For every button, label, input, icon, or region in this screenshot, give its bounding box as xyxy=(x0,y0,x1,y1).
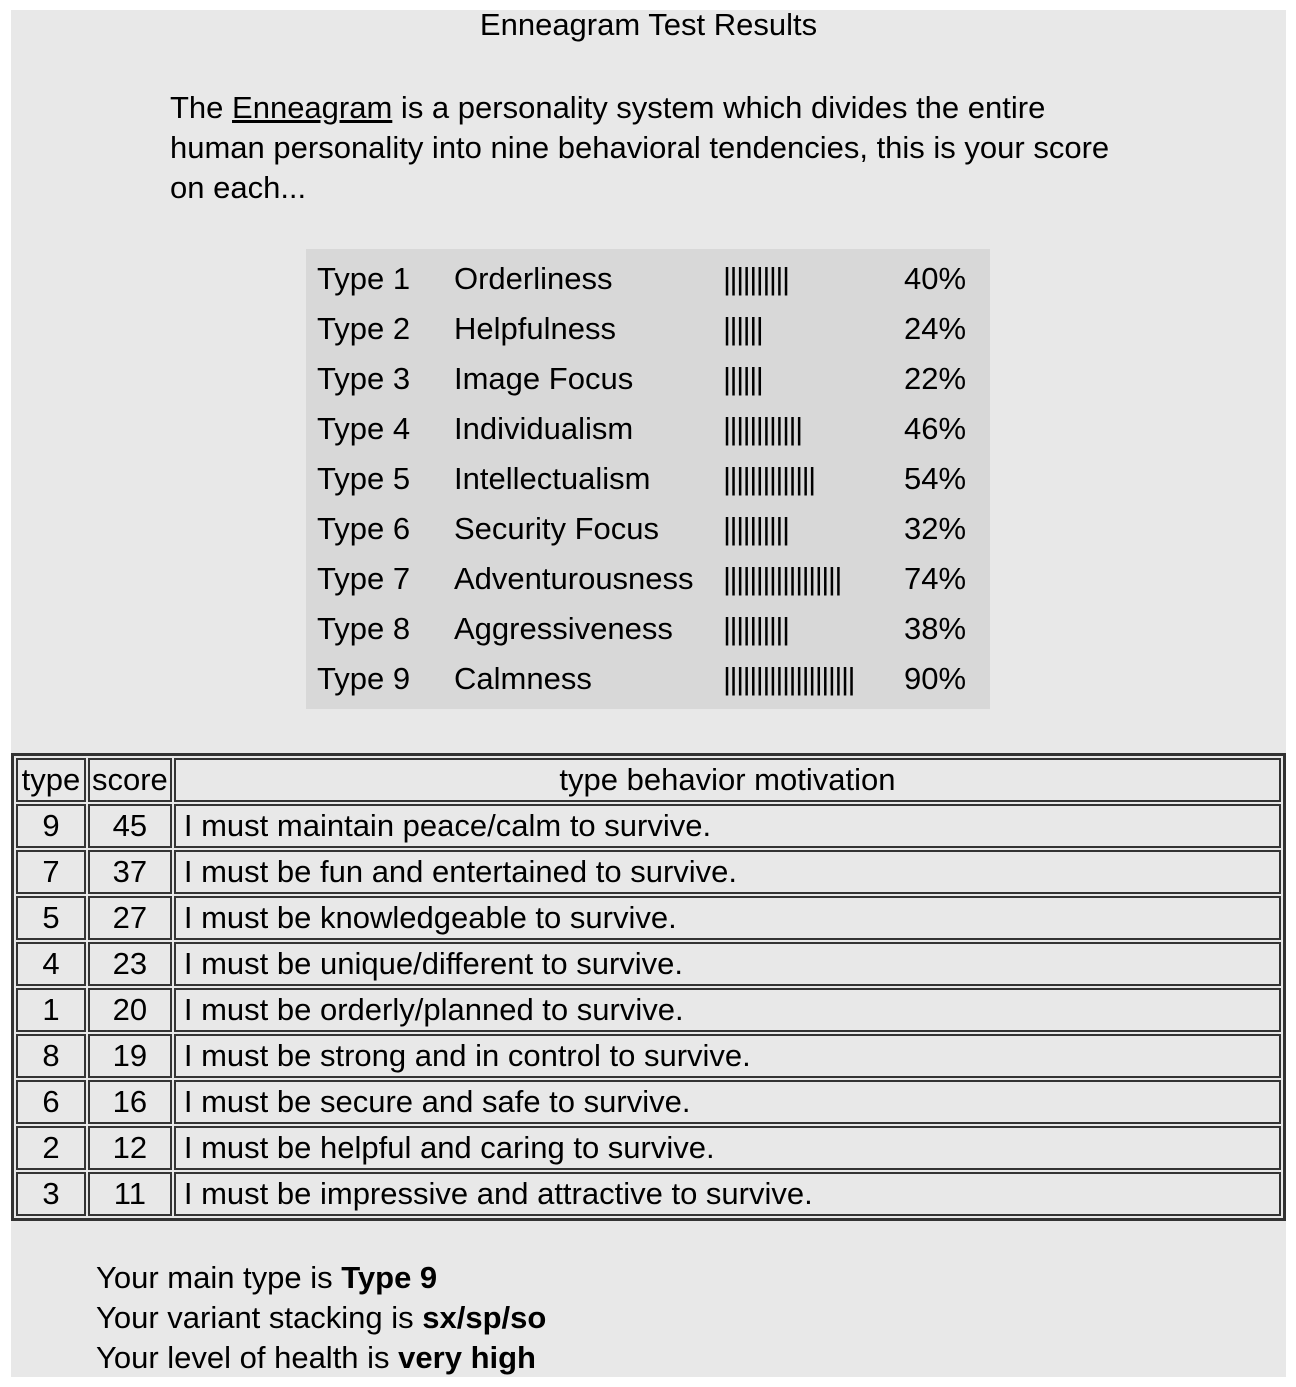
table-row xyxy=(16,1126,1281,1170)
variant-line xyxy=(96,1298,546,1338)
motivation-cell: I must be knowledgeable to survive. xyxy=(174,896,1281,940)
score-bar: |||||| xyxy=(723,311,763,346)
score-trait-name: Intellectualism xyxy=(454,461,651,496)
score-bar: |||||||||| xyxy=(723,261,789,296)
variant-label: Your variant stacking is xyxy=(96,1300,423,1335)
type-cell: 8 xyxy=(16,1034,86,1078)
motivation-table xyxy=(11,753,1286,1221)
header-motivation: type behavior motivation xyxy=(174,758,1281,802)
type-cell: 5 xyxy=(16,896,86,940)
score-percent: 46% xyxy=(904,411,967,446)
header-score: score xyxy=(88,758,172,802)
health-line xyxy=(96,1338,546,1378)
score-row xyxy=(306,554,990,604)
score-trait-name: Calmness xyxy=(454,661,592,696)
intro-text-after: is a personality system which divides the entire human personality into nine behavioral tendencies, this is your score on each... xyxy=(170,90,1110,205)
type-cell: 2 xyxy=(16,1126,86,1170)
score-type-label: Type 1 xyxy=(317,261,411,296)
score-row xyxy=(306,604,990,654)
score-percent: 74% xyxy=(904,561,967,596)
score-trait-name: Image Focus xyxy=(454,361,634,396)
score-cell: 16 xyxy=(88,1080,172,1124)
motivation-cell: I must be unique/different to survive. xyxy=(174,942,1281,986)
results-page xyxy=(11,7,1286,1377)
type-cell: 1 xyxy=(16,988,86,1032)
score-cell: 20 xyxy=(88,988,172,1032)
score-cell: 19 xyxy=(88,1034,172,1078)
score-percent: 90% xyxy=(904,661,967,696)
score-cell: 23 xyxy=(88,942,172,986)
main-type-value: Type 9 xyxy=(341,1260,438,1295)
main-type-line xyxy=(96,1258,546,1298)
score-trait-name: Individualism xyxy=(454,411,634,446)
table-row xyxy=(16,850,1281,894)
motivation-cell: I must be impressive and attractive to survive. xyxy=(174,1172,1281,1216)
table-row xyxy=(16,804,1281,848)
score-cell: 37 xyxy=(88,850,172,894)
score-bar: |||||||||||||| xyxy=(723,461,815,496)
score-type-label: Type 7 xyxy=(317,561,411,596)
score-cell: 45 xyxy=(88,804,172,848)
type-cell: 7 xyxy=(16,850,86,894)
score-trait-name: Security Focus xyxy=(454,511,660,546)
page-title: Enneagram Test Results xyxy=(479,7,818,42)
score-row xyxy=(306,454,990,504)
score-trait-name: Orderliness xyxy=(454,261,613,296)
score-percent: 24% xyxy=(904,311,967,346)
type-cell: 9 xyxy=(16,804,86,848)
table-row xyxy=(16,896,1281,940)
score-type-label: Type 9 xyxy=(317,661,411,696)
score-cell: 12 xyxy=(88,1126,172,1170)
score-trait-name: Helpfulness xyxy=(454,311,616,346)
motivation-cell: I must be strong and in control to survive. xyxy=(174,1034,1281,1078)
motivation-cell: I must be helpful and caring to survive. xyxy=(174,1126,1281,1170)
intro-paragraph xyxy=(170,88,1130,208)
score-type-label: Type 3 xyxy=(317,361,411,396)
enneagram-link[interactable]: Enneagram xyxy=(232,90,393,125)
score-trait-name: Adventurousness xyxy=(454,561,694,596)
score-row xyxy=(306,254,990,304)
health-value: very high xyxy=(398,1340,536,1375)
type-cell: 6 xyxy=(16,1080,86,1124)
variant-value: sx/sp/so xyxy=(422,1300,547,1335)
score-percent: 54% xyxy=(904,461,967,496)
score-row xyxy=(306,654,990,704)
header-type: type xyxy=(16,758,86,802)
table-row xyxy=(16,942,1281,986)
table-header-row xyxy=(16,758,1281,802)
scores-panel xyxy=(306,249,990,709)
health-label: Your level of health is xyxy=(96,1340,399,1375)
score-percent: 40% xyxy=(904,261,967,296)
type-cell: 4 xyxy=(16,942,86,986)
score-row xyxy=(306,304,990,354)
table-row xyxy=(16,1034,1281,1078)
score-cell: 27 xyxy=(88,896,172,940)
score-row xyxy=(306,504,990,554)
score-bar: |||||| xyxy=(723,361,763,396)
score-row xyxy=(306,354,990,404)
motivation-cell: I must be secure and safe to survive. xyxy=(174,1080,1281,1124)
score-type-label: Type 6 xyxy=(317,511,411,546)
score-percent: 38% xyxy=(904,611,967,646)
score-row xyxy=(306,404,990,454)
score-type-label: Type 4 xyxy=(317,411,411,446)
main-type-label: Your main type is xyxy=(96,1260,342,1295)
intro-text-before: The xyxy=(170,90,233,125)
score-percent: 22% xyxy=(904,361,967,396)
score-bar: |||||||||||||||||||| xyxy=(723,661,855,696)
table-row xyxy=(16,1080,1281,1124)
score-bar: |||||||||| xyxy=(723,511,789,546)
score-type-label: Type 8 xyxy=(317,611,411,646)
score-cell: 11 xyxy=(88,1172,172,1216)
score-type-label: Type 5 xyxy=(317,461,411,496)
motivation-cell: I must be fun and entertained to survive. xyxy=(174,850,1281,894)
score-bar: |||||||||||||||||| xyxy=(723,561,841,596)
score-type-label: Type 2 xyxy=(317,311,411,346)
score-percent: 32% xyxy=(904,511,967,546)
score-bar: |||||||||||| xyxy=(723,411,802,446)
summary xyxy=(96,1258,546,1378)
type-cell: 3 xyxy=(16,1172,86,1216)
motivation-cell: I must be orderly/planned to survive. xyxy=(174,988,1281,1032)
table-row xyxy=(16,988,1281,1032)
score-trait-name: Aggressiveness xyxy=(454,611,673,646)
motivation-cell: I must maintain peace/calm to survive. xyxy=(174,804,1281,848)
motivation-table-body xyxy=(16,804,1281,1216)
score-bar: |||||||||| xyxy=(723,611,789,646)
table-row xyxy=(16,1172,1281,1216)
